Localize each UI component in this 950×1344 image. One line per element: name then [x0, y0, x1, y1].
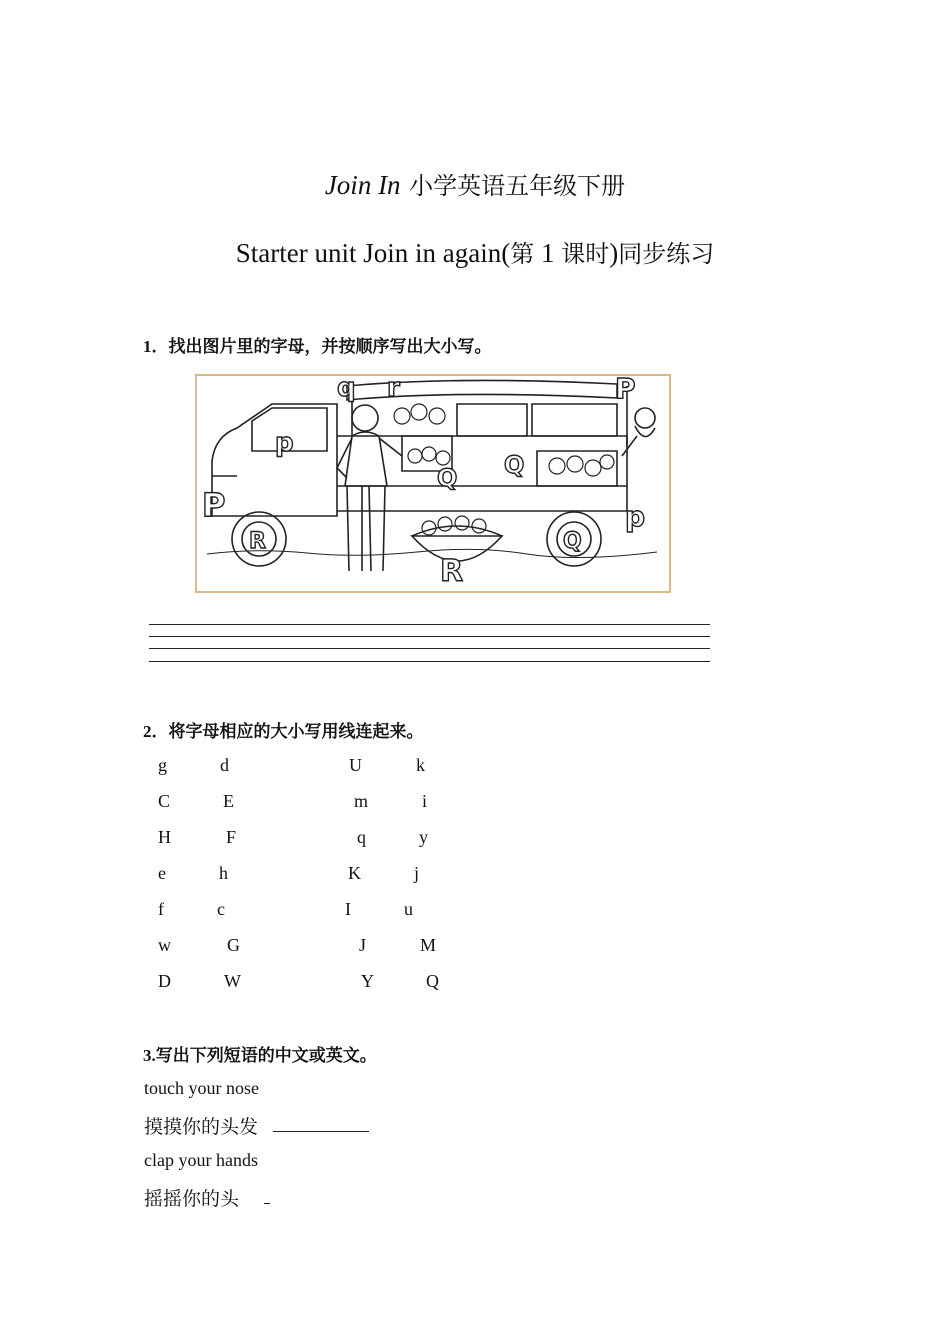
picture-letter: P — [202, 486, 226, 524]
letter-item[interactable]: K — [348, 863, 361, 883]
answer-line[interactable] — [149, 648, 710, 649]
phrase-english: touch your nose — [144, 1078, 259, 1098]
letter-item[interactable]: U — [349, 755, 362, 775]
picture-letter: r — [387, 376, 400, 403]
letter-item[interactable]: I — [345, 899, 351, 919]
letter-item[interactable]: d — [220, 755, 229, 775]
letter-item[interactable]: w — [158, 935, 171, 955]
picture-letter: Q — [563, 529, 582, 554]
phrase-chinese: 摸摸你的头发 — [144, 1116, 259, 1138]
phrase-chinese: 摇摇你的头 — [144, 1188, 240, 1210]
question-3-heading: 3.写出下列短语的中文或英文。 — [143, 1046, 377, 1066]
picture-letter: q — [337, 376, 356, 403]
picture-letter: Q — [437, 464, 458, 492]
letter-item[interactable]: y — [419, 827, 428, 847]
letter-item[interactable]: k — [416, 755, 425, 775]
answer-blank[interactable] — [273, 1131, 369, 1132]
letter-item[interactable]: F — [226, 827, 237, 847]
letter-item[interactable]: Y — [361, 971, 374, 991]
picture-letter: R — [249, 529, 266, 554]
letter-item[interactable]: Q — [426, 971, 439, 991]
letter-item[interactable]: q — [357, 827, 366, 847]
letter-item[interactable]: j — [414, 863, 420, 883]
letter-item[interactable]: G — [227, 935, 240, 955]
letter-item[interactable]: f — [158, 899, 164, 919]
question-2-instruction: 将字母相应的大小写用线连起来。 — [168, 722, 424, 742]
letter-item[interactable]: C — [158, 791, 171, 811]
picture-letter: Q — [504, 451, 525, 479]
question-3-instruction: 写出下列短语的中文或英文。 — [155, 1046, 377, 1066]
picture-letter: p — [625, 500, 646, 533]
answer-line[interactable] — [149, 624, 710, 625]
phrase-english: clap your hands — [144, 1150, 258, 1170]
document-subtitle: Starter unit Join in again(第 1 课时)同步练习 — [235, 238, 715, 268]
answer-line[interactable] — [149, 661, 710, 662]
letter-item[interactable]: m — [354, 791, 369, 811]
letter-item[interactable]: c — [217, 899, 225, 919]
picture-letter: P — [615, 376, 636, 405]
letter-item[interactable]: W — [224, 971, 241, 991]
letter-item[interactable]: e — [158, 863, 166, 883]
picture-letter: R — [440, 554, 464, 589]
title-grade: 小学英语五年级下册 — [409, 172, 626, 200]
answer-blank[interactable] — [264, 1203, 270, 1204]
letter-item[interactable]: D — [158, 971, 171, 991]
title-book-name: Join In — [324, 170, 401, 200]
document-title — [0, 166, 950, 201]
letter-item[interactable]: i — [422, 791, 428, 811]
question-1-heading: 1．找出图片里的字母，并按顺序写出大小写。 — [143, 337, 492, 357]
question-2-heading: 2．将字母相应的大小写用线连起来。 — [143, 722, 424, 742]
question-1-instruction: 找出图片里的字母，并按顺序写出大小写。 — [168, 337, 492, 357]
letter-item[interactable]: u — [404, 899, 413, 919]
letter-item[interactable]: g — [158, 755, 167, 775]
letter-item[interactable]: H — [158, 827, 171, 847]
truck-drawing — [197, 376, 669, 591]
letter-item[interactable]: E — [223, 791, 234, 811]
letter-item[interactable]: J — [359, 935, 367, 955]
letter-item[interactable]: h — [219, 863, 228, 883]
picture-letter: p — [275, 428, 294, 458]
truck-illustration — [195, 374, 671, 593]
answer-line[interactable] — [149, 636, 710, 637]
letter-item[interactable]: M — [420, 935, 437, 955]
